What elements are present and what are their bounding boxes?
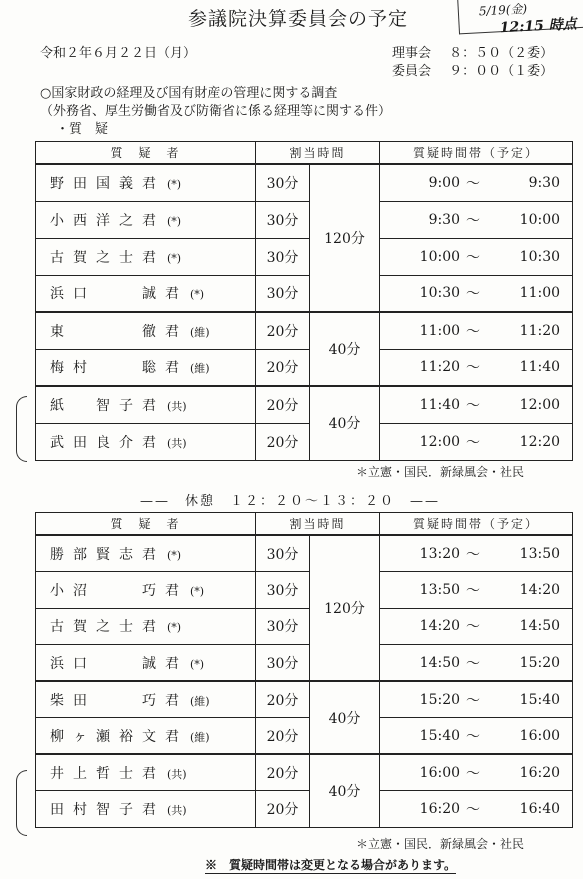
column-header-questioner: 質 疑 者: [36, 142, 256, 165]
group-total-minutes: 40分: [310, 681, 380, 754]
allocated-minutes: 20分: [256, 718, 310, 755]
meeting-time: ９：００（１委）: [449, 64, 554, 79]
time-slot: [380, 754, 573, 791]
party-group: [36, 754, 573, 827]
start-time: 13:50: [419, 581, 461, 598]
time-slot: [380, 423, 573, 460]
questioner-name: 武田良介君: [50, 434, 165, 451]
table-row: [36, 572, 573, 609]
allocated-minutes: 20分: [256, 754, 310, 791]
questioner-name: 浜口 誠君: [50, 286, 188, 303]
end-time: 11:40: [519, 359, 561, 376]
bracket-mark: [16, 770, 27, 836]
column-header-questioner: 質 疑 者: [36, 513, 256, 536]
end-time: 10:30: [519, 248, 561, 265]
questioner-cell: [36, 572, 256, 609]
end-time: 16:00: [519, 727, 561, 744]
time-slot: [380, 608, 573, 645]
tilde-separator: 〜: [466, 582, 481, 599]
start-time: 14:20: [419, 618, 461, 635]
allocated-minutes: 20分: [256, 386, 310, 423]
handwritten-date: 5/19(金): [478, 1, 528, 19]
start-time: 10:30: [419, 285, 461, 302]
questioner-cell: [36, 608, 256, 645]
questioner-cell: [36, 201, 256, 238]
allocated-minutes: 30分: [256, 275, 310, 312]
allocated-minutes: 30分: [256, 645, 310, 682]
start-time: 10:00: [419, 248, 461, 265]
allocated-minutes: 20分: [256, 681, 310, 718]
tilde-separator: 〜: [466, 175, 481, 192]
party-mark: (*): [167, 548, 182, 562]
questioner-cell: [36, 754, 256, 791]
tilde-separator: 〜: [466, 546, 481, 563]
table-row: [36, 201, 573, 238]
questioner-cell: [36, 275, 256, 312]
handwritten-annotation: [457, 0, 583, 37]
table-row: [36, 608, 573, 645]
end-time: 14:50: [519, 618, 561, 635]
party-mark: (共): [167, 767, 187, 781]
allocated-minutes: 30分: [256, 238, 310, 275]
tilde-separator: 〜: [466, 655, 481, 672]
questioner-name: 野田国義君: [50, 175, 165, 192]
questioner-name: 柴田 巧君: [50, 692, 188, 709]
column-header-timeslot: 質疑時間帯（予定）: [380, 513, 573, 536]
party-mark: (*): [167, 621, 182, 635]
party-group: [36, 312, 573, 386]
party-mark: (*): [167, 214, 182, 228]
end-time: 11:20: [519, 322, 561, 339]
end-time: 16:20: [519, 764, 561, 781]
agenda-title: ○国家財政の経理及び国有財産の管理に関する調査: [40, 86, 338, 101]
tilde-separator: 〜: [466, 619, 481, 636]
questioner-name: 紙 智子君: [50, 397, 165, 414]
agenda-item: ・質 疑: [56, 122, 109, 137]
time-slot: [380, 275, 573, 312]
end-time: 10:00: [519, 211, 561, 228]
allocated-minutes: 20分: [256, 349, 310, 386]
tilde-separator: 〜: [466, 728, 481, 745]
time-slot: [380, 645, 573, 682]
start-time: 11:40: [419, 396, 461, 413]
questioner-cell: [36, 386, 256, 423]
party-mark: (共): [167, 803, 187, 817]
table-row: [36, 164, 573, 201]
party-mark: (*): [190, 657, 205, 671]
allocated-minutes: 30分: [256, 535, 310, 572]
tilde-separator: 〜: [466, 286, 481, 303]
questioner-cell: [36, 164, 256, 201]
meeting-label: 委員会: [392, 64, 432, 79]
end-time: 14:20: [519, 581, 561, 598]
questioner-cell: [36, 645, 256, 682]
footer-notice: ※ 質疑時間帯は変更となる場合があります。: [205, 858, 457, 872]
time-slot: [380, 718, 573, 755]
start-time: 15:40: [419, 727, 461, 744]
questioner-cell: [36, 791, 256, 828]
table-row: [36, 312, 573, 349]
start-time: 16:20: [419, 800, 461, 817]
table-row: [36, 238, 573, 275]
start-time: 16:00: [419, 764, 461, 781]
start-time: 11:00: [419, 322, 461, 339]
party-group: [36, 386, 573, 460]
questioner-name: 梅村 聡君: [50, 360, 188, 377]
tilde-separator: 〜: [466, 434, 481, 451]
time-slot: [380, 535, 573, 572]
table-row: [36, 275, 573, 312]
questioner-cell: [36, 681, 256, 718]
time-slot: [380, 349, 573, 386]
start-time: 14:50: [419, 654, 461, 671]
handwritten-time: 12:15 時点: [499, 16, 578, 37]
questioner-name: 古賀之士君: [50, 249, 165, 266]
allocated-minutes: 30分: [256, 608, 310, 645]
allocated-minutes: 20分: [256, 791, 310, 828]
questioner-name: 古賀之士君: [50, 619, 165, 636]
meeting-time: ８：５０（２委）: [449, 46, 554, 61]
questioner-name: 浜口 誠君: [50, 655, 188, 672]
end-time: 12:20: [519, 433, 561, 450]
tilde-separator: 〜: [466, 692, 481, 709]
questioner-name: 勝部賢志君: [50, 546, 165, 563]
column-header-allocated: 割当時間: [256, 513, 380, 536]
bracket-mark: [16, 396, 27, 462]
party-mark: (維): [190, 325, 210, 339]
tilde-separator: 〜: [466, 360, 481, 377]
group-total-minutes: 120分: [310, 164, 380, 312]
end-time: 9:30: [528, 174, 561, 191]
agenda-subtitle: （外務省、厚生労働省及び防衛省に係る経理等に関する件）: [40, 104, 392, 119]
group-total-minutes: 120分: [310, 535, 380, 681]
questioner-cell: [36, 535, 256, 572]
questioner-cell: [36, 312, 256, 349]
questioner-name: 柳ヶ瀬裕文君: [50, 728, 188, 745]
tilde-separator: 〜: [466, 801, 481, 818]
tilde-separator: 〜: [466, 212, 481, 229]
party-group: [36, 681, 573, 754]
party-note: ＊立憲・国民．新緑風会・社民: [356, 465, 525, 479]
allocated-minutes: 30分: [256, 201, 310, 238]
table-header-row: [36, 142, 573, 165]
end-time: 15:20: [519, 654, 561, 671]
group-total-minutes: 40分: [310, 754, 380, 827]
party-mark: (*): [167, 251, 182, 265]
tilde-separator: 〜: [466, 397, 481, 414]
allocated-minutes: 20分: [256, 423, 310, 460]
party-group: [36, 164, 573, 312]
meeting-date: 令和２年６月２２日（月）: [40, 46, 197, 61]
questioner-cell: [36, 238, 256, 275]
time-slot: [380, 238, 573, 275]
end-time: 16:40: [519, 800, 561, 817]
party-mark: (共): [167, 436, 187, 450]
questioner-name: 小沼 巧君: [50, 582, 188, 599]
meeting-schedule-2: [392, 60, 553, 79]
group-total-minutes: 40分: [310, 386, 380, 460]
time-slot: [380, 164, 573, 201]
time-slot: [380, 386, 573, 423]
time-slot: [380, 572, 573, 609]
party-mark: (維): [190, 362, 210, 376]
questioner-name: 小西洋之君: [50, 212, 165, 229]
questioner-cell: [36, 349, 256, 386]
meeting-schedule-1: [392, 42, 553, 61]
start-time: 15:20: [419, 691, 461, 708]
start-time: 9:30: [428, 211, 461, 228]
party-mark: (維): [190, 694, 210, 708]
start-time: 13:20: [419, 545, 461, 562]
party-note: ＊立憲・国民．新緑風会・社民: [356, 837, 525, 851]
table-row: [36, 423, 573, 460]
meeting-label: 理事会: [392, 46, 432, 61]
morning-schedule-table: [35, 141, 573, 461]
column-header-allocated: 割当時間: [256, 142, 380, 165]
allocated-minutes: 30分: [256, 164, 310, 201]
end-time: 15:40: [519, 691, 561, 708]
party-group: [36, 535, 573, 681]
table-row: [36, 791, 573, 828]
start-time: 12:00: [419, 433, 461, 450]
document-title: 参議院決算委員会の予定: [188, 8, 409, 30]
table-header-row: [36, 513, 573, 536]
table-row: [36, 535, 573, 572]
table-row: [36, 645, 573, 682]
time-slot: [380, 312, 573, 349]
tilde-separator: 〜: [466, 765, 481, 782]
questioner-name: 田村智子君: [50, 801, 165, 818]
party-mark: (維): [190, 730, 210, 744]
questioner-cell: [36, 718, 256, 755]
end-time: 12:00: [519, 396, 561, 413]
afternoon-schedule-table: [35, 512, 573, 828]
party-mark: (*): [190, 288, 205, 302]
questioner-name: 井上哲士君: [50, 765, 165, 782]
time-slot: [380, 791, 573, 828]
end-time: 11:00: [519, 285, 561, 302]
time-slot: [380, 681, 573, 718]
group-total-minutes: 40分: [310, 312, 380, 386]
start-time: 11:20: [419, 359, 461, 376]
questioner-name: 東 徹君: [50, 323, 188, 340]
party-mark: (*): [190, 584, 205, 598]
end-time: 13:50: [519, 545, 561, 562]
allocated-minutes: 30分: [256, 572, 310, 609]
tilde-separator: 〜: [466, 249, 481, 266]
time-slot: [380, 201, 573, 238]
party-mark: (共): [167, 399, 187, 413]
party-mark: (*): [167, 177, 182, 191]
table-row: [36, 386, 573, 423]
allocated-minutes: 20分: [256, 312, 310, 349]
column-header-timeslot: 質疑時間帯（予定）: [380, 142, 573, 165]
table-row: [36, 681, 573, 718]
questioner-cell: [36, 423, 256, 460]
table-row: [36, 718, 573, 755]
start-time: 9:00: [428, 174, 461, 191]
table-row: [36, 754, 573, 791]
tilde-separator: 〜: [466, 323, 481, 340]
recess-line: —— 休憩 １２：２０〜１３：２０ ——: [140, 494, 441, 509]
table-row: [36, 349, 573, 386]
